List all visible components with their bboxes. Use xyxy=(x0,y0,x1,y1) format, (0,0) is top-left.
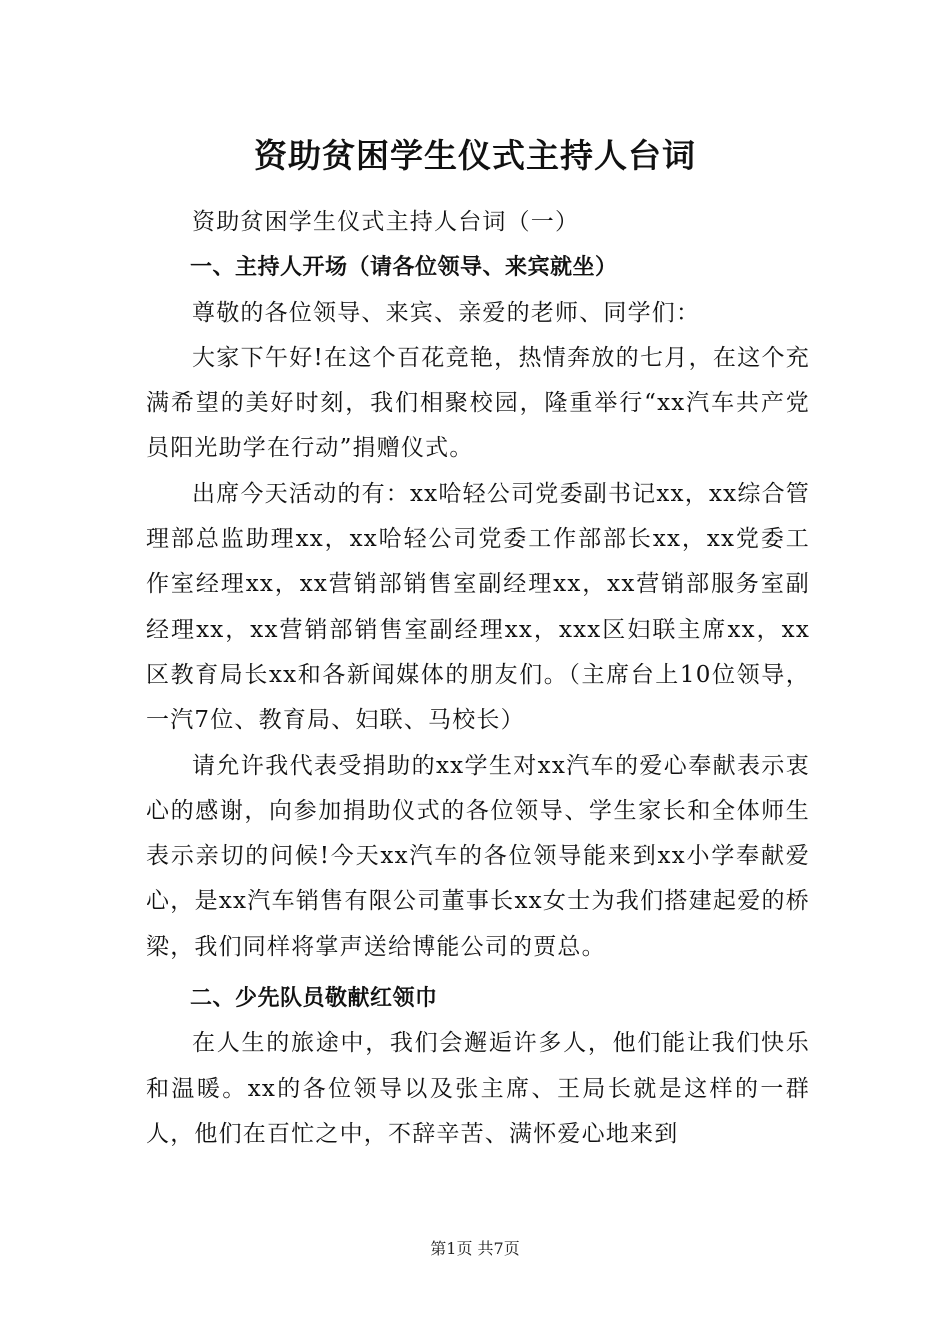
paragraph-journey: 在人生的旅途中，我们会邂逅许多人，他们能让我们快乐和温暖。xx的各位领导以及张主席、王局长就是这样的一群人，他们在百忙之中，不辞辛苦、满怀爱心地来到 xyxy=(146,1030,810,1147)
paragraph-attendees: 出席今天活动的有：xx哈轻公司党委副书记xx，xx综合管理部总监助理xx，xx哈轻公司党委工作部部长xx，xx党委工作室经理xx，xx营销部销售室副经理xx，xx营销部服务室副经理xx，xx营销部销售室副经理xx，xxx区妇联主席xx，xx区教育局长xx和各新闻媒体的朋友们。（主席台上10位领导，一汽7位、教育局、妇联、马校长） xyxy=(146,480,810,734)
page-footer: 第1页 共7页 xyxy=(430,1239,520,1258)
subtitle: 资助贫困学生仪式主持人台词（一） xyxy=(192,209,580,235)
section-heading-opening: 一、主持人开场（请各位领导、来宾就坐） xyxy=(190,255,618,281)
document-title: 资助贫困学生仪式主持人台词 xyxy=(254,136,696,175)
paragraph-thanks: 请允许我代表受捐助的xx学生对xx汽车的爱心奉献表示衷心的感谢，向参加捐助仪式的各位领导、学生家长和全体师生表示亲切的问候!今天xx汽车的各位领导能来到xx小学奉献爱心，是xx汽车销售有限公司董事长xx女士为我们搭建起爱的桥梁，我们同样将掌声送给博能公司的贾总。 xyxy=(146,752,810,960)
paragraph-opening: 大家下午好!在这个百花竞艳，热情奔放的七月，在这个充满希望的美好时刻，我们相聚校园，隆重举行“xx汽车共产党员阳光助学在行动”捐赠仪式。 xyxy=(146,344,810,462)
section-heading-red-scarf: 二、少先队员敬献红领巾 xyxy=(190,986,438,1012)
paragraph-greeting: 尊敬的各位领导、来宾、亲爱的老师、同学们： xyxy=(192,299,701,326)
document-body xyxy=(146,200,810,1157)
